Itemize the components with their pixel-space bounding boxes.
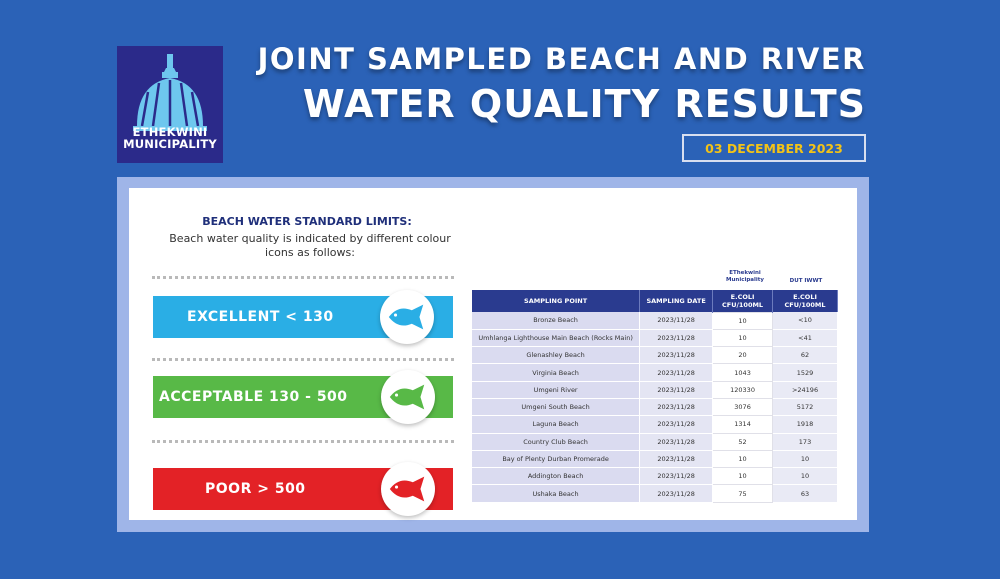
ethekwini-ecoli-cell: 1314 — [713, 416, 773, 433]
sampling-point-cell: Glenashley Beach — [472, 347, 640, 364]
column-header: E.COLI CFU/100ML — [713, 290, 773, 312]
table-row — [472, 433, 838, 450]
sampling-point-cell: Umhlanga Lighthouse Main Beach (Rocks Main) — [472, 329, 640, 346]
limits-subtitle — [160, 232, 460, 260]
ethekwini-ecoli-cell: 120330 — [713, 381, 773, 398]
table-header-row — [472, 290, 838, 312]
ethekwini-ecoli-cell: 1043 — [713, 364, 773, 381]
dut-ecoli-cell: <10 — [773, 312, 838, 329]
limits-title: BEACH WATER STANDARD LIMITS: — [202, 215, 412, 228]
sampling-date-cell: 2023/11/28 — [640, 398, 713, 415]
sampling-date-cell: 2023/11/28 — [640, 450, 713, 467]
table-row — [472, 398, 838, 415]
logo-line2: MUNICIPALITY — [123, 137, 217, 151]
ethekwini-ecoli-cell: 10 — [713, 468, 773, 485]
ethekwini-logo — [117, 46, 223, 163]
sampling-date-cell: 2023/11/28 — [640, 468, 713, 485]
dut-ecoli-cell: 63 — [773, 485, 838, 502]
sampling-date-cell: 2023/11/28 — [640, 381, 713, 398]
column-header: E.COLI CFU/100ML — [773, 290, 838, 312]
column-header: SAMPLING POINT — [472, 290, 640, 312]
dut-ecoli-cell: 10 — [773, 468, 838, 485]
dut-ecoli-cell: 1529 — [773, 364, 838, 381]
table-row — [472, 450, 838, 467]
column-header: SAMPLING DATE — [640, 290, 713, 312]
logo-line1: ETHEKWINI — [132, 125, 208, 139]
sampling-point-cell: Umgeni South Beach — [472, 398, 640, 415]
dut-ecoli-cell: 5172 — [773, 398, 838, 415]
super-header-ethekwini — [716, 270, 774, 284]
dut-ecoli-cell: 173 — [773, 433, 838, 450]
sampling-date-cell: 2023/11/28 — [640, 485, 713, 502]
table-row — [472, 364, 838, 381]
dut-ecoli-cell: 10 — [773, 450, 838, 467]
sampling-point-cell: Virginia Beach — [472, 364, 640, 381]
dut-ecoli-cell: >24196 — [773, 381, 838, 398]
sampling-date-cell: 2023/11/28 — [640, 329, 713, 346]
band-label: POOR > 500 — [205, 481, 306, 497]
ethekwini-ecoli-cell: 3076 — [713, 398, 773, 415]
table-row — [472, 468, 838, 485]
limits-subtitle-line1: Beach water quality is indicated by different colour — [169, 232, 451, 245]
sampling-point-cell: Ushaka Beach — [472, 485, 640, 502]
sampling-date-cell: 2023/11/28 — [640, 433, 713, 450]
title-line2: WATER QUALITY RESULTS — [302, 82, 866, 126]
ethekwini-ecoli-cell: 20 — [713, 347, 773, 364]
divider — [152, 276, 454, 279]
sampling-date-cell: 2023/11/28 — [640, 347, 713, 364]
super-header-ethekwini-text: EThekwini Municipality — [726, 270, 764, 283]
sampling-date-cell: 2023/11/28 — [640, 364, 713, 381]
table-row — [472, 329, 838, 346]
table-row — [472, 381, 838, 398]
table-row — [472, 416, 838, 433]
ethekwini-ecoli-cell: 75 — [713, 485, 773, 502]
band-label: EXCELLENT < 130 — [187, 309, 334, 325]
band-label: ACCEPTABLE 130 - 500 — [159, 389, 348, 405]
sampling-point-cell: Laguna Beach — [472, 416, 640, 433]
ethekwini-ecoli-cell: 52 — [713, 433, 773, 450]
sampling-date-cell: 2023/11/28 — [640, 416, 713, 433]
sampling-date-cell: 2023/11/28 — [640, 312, 713, 329]
sampling-point-cell: Bronze Beach — [472, 312, 640, 329]
dut-ecoli-cell: <41 — [773, 329, 838, 346]
fish-icon — [386, 382, 430, 412]
date-badge: 03 DECEMBER 2023 — [682, 134, 866, 162]
limits-subtitle-line2: icons as follows: — [265, 246, 355, 259]
sampling-point-cell: Country Club Beach — [472, 433, 640, 450]
divider — [152, 358, 454, 361]
sampling-point-cell: Bay of Plenty Durban Promerade — [472, 450, 640, 467]
ethekwini-ecoli-cell: 10 — [713, 329, 773, 346]
table-row — [472, 485, 838, 502]
fish-icon-excellent — [380, 290, 434, 344]
sampling-point-cell: Umgeni River — [472, 381, 640, 398]
fish-icon — [385, 302, 429, 332]
fish-icon — [386, 474, 430, 504]
super-header-dut: DUT IWWT — [789, 278, 823, 284]
divider — [152, 440, 454, 443]
table-row — [472, 312, 838, 329]
table-row — [472, 347, 838, 364]
sampling-point-cell: Addington Beach — [472, 468, 640, 485]
ethekwini-ecoli-cell: 10 — [713, 450, 773, 467]
table-body — [472, 312, 838, 502]
dut-ecoli-cell: 62 — [773, 347, 838, 364]
ethekwini-ecoli-cell: 10 — [713, 312, 773, 329]
title-line1: JOINT SAMPLED BEACH AND RIVER — [257, 42, 866, 76]
fish-icon-acceptable — [381, 370, 435, 424]
results-table — [472, 290, 838, 503]
fish-icon-poor — [381, 462, 435, 516]
dut-ecoli-cell: 1918 — [773, 416, 838, 433]
